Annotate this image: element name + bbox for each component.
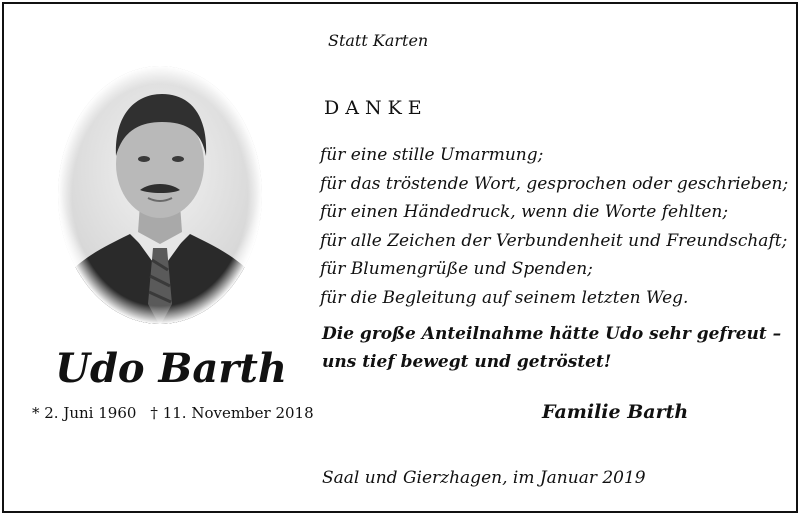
thanks-line: für einen Händedruck, wenn die Worte fehlten; — [320, 202, 729, 222]
obituary-card — [2, 2, 798, 513]
thanks-line: für das tröstende Wort, gesprochen oder geschrieben; — [320, 173, 789, 194]
thanks-line: für eine stille Umarmung; — [320, 145, 544, 165]
closing-line: uns tief bewegt und getröstet! — [322, 352, 612, 372]
death-date: † 11. November 2018 — [150, 404, 314, 422]
life-dates — [32, 404, 314, 422]
closing-text — [322, 320, 781, 376]
thanks-line: für alle Zeichen der Verbundenheit und Freundschaft; — [320, 230, 788, 251]
thanks-line: für die Begleitung auf seinem letzten Weg. — [320, 287, 689, 308]
thanks-lines — [320, 141, 788, 312]
deceased-name: Udo Barth — [55, 345, 287, 392]
portrait-photo — [56, 64, 264, 326]
closing-line: Die große Anteilnahme hätte Udo sehr gefreut – — [322, 324, 782, 344]
portrait-icon — [56, 64, 264, 326]
thanks-line: für Blumengrüße und Spenden; — [320, 259, 593, 279]
birth-date: * 2. Juni 1960 — [32, 404, 137, 422]
danke-title: DANKE — [324, 97, 428, 119]
family-signature: Familie Barth — [542, 401, 689, 423]
place-and-date: Saal und Gierzhagen, im Januar 2019 — [322, 468, 646, 488]
header-statt-karten: Statt Karten — [328, 31, 429, 50]
